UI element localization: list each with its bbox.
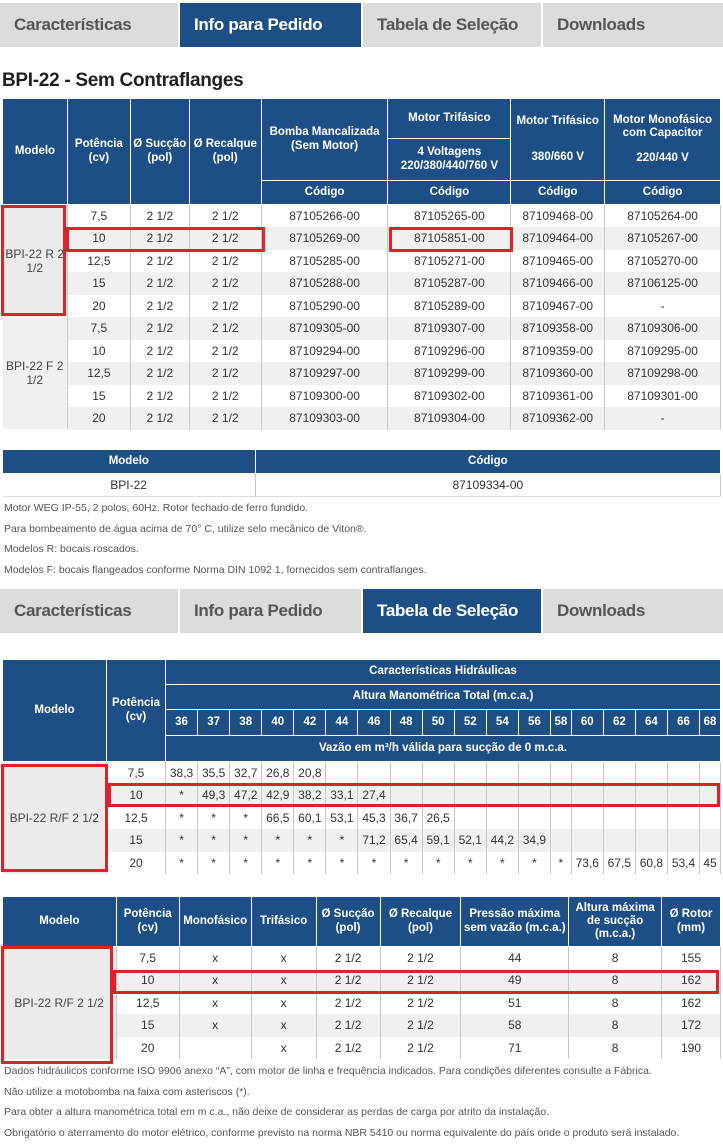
height-header: 42 (294, 710, 326, 736)
height-header: 58 (550, 710, 571, 736)
table-cell: - (605, 407, 721, 430)
height-header: 68 (700, 710, 721, 736)
table-cell: 20 (67, 407, 130, 430)
flow-cell (571, 829, 603, 852)
spec-header: Trifásico (251, 897, 316, 947)
flow-cell (635, 829, 667, 852)
table-cell: 2 1/2 (189, 362, 261, 385)
order-info-table (2, 98, 721, 430)
table-cell: 87105290-00 (261, 295, 388, 318)
table-cell: 2 1/2 (189, 295, 261, 318)
table-cell: 2 1/2 (380, 992, 461, 1015)
flow-cell: 34,9 (518, 829, 550, 852)
flow-cell: 47,2 (230, 784, 262, 807)
flow-cell: * (230, 829, 262, 852)
header-potencia: Potência (cv) (107, 660, 166, 762)
table-cell: 87109466-00 (511, 272, 605, 295)
flow-cell: 42,9 (262, 784, 294, 807)
header-caracteristicas: Características Hidráulicas (166, 660, 721, 685)
table-cell: 15 (67, 272, 130, 295)
flow-cell (390, 762, 422, 785)
flow-cell (550, 829, 571, 852)
potencia-cell: 15 (107, 829, 166, 852)
potencia-cell: 12,5 (107, 807, 166, 830)
height-header: 40 (262, 710, 294, 736)
table-cell: 87109361-00 (511, 385, 605, 408)
table-cell: 87109465-00 (511, 250, 605, 273)
table-cell: 15 (116, 1014, 179, 1037)
flow-cell (700, 762, 721, 785)
flow-cell (486, 807, 518, 830)
height-header: 50 (422, 710, 454, 736)
flow-cell (390, 784, 422, 807)
note-line: Não utilize a motobomba na faixa com asteriscos (*). (4, 1085, 250, 1098)
note-line: Motor WEG IP-55, 2 polos, 60Hz. Rotor fechado de ferro fundido. (4, 502, 309, 514)
tab-downloads[interactable]: Downloads (543, 3, 723, 47)
flow-cell (454, 762, 486, 785)
flow-cell (635, 762, 667, 785)
flow-cell: * (550, 852, 571, 875)
table-cell: 10 (67, 227, 130, 250)
height-header: 37 (198, 710, 230, 736)
height-header: 64 (635, 710, 667, 736)
header-succao: Ø Sucção (pol) (130, 99, 189, 205)
table-cell: 162 (662, 969, 721, 992)
flow-cell: * (166, 784, 198, 807)
flow-cell: 59,1 (422, 829, 454, 852)
table-cell: 87109296-00 (388, 340, 511, 363)
flow-cell (700, 784, 721, 807)
note-line: Modelos R: bocais roscados. (4, 543, 139, 556)
table-cell: - (605, 295, 721, 318)
table-cell: 87109467-00 (511, 295, 605, 318)
table-cell: 87105288-00 (261, 272, 388, 295)
table-cell: 2 1/2 (189, 385, 261, 408)
header-codigo: Código (605, 181, 721, 205)
spec-header: Ø Sucção (pol) (316, 897, 380, 947)
hydraulic-table (2, 659, 721, 875)
flow-cell: * (294, 829, 326, 852)
pump-code-table (2, 449, 721, 497)
height-header: 48 (390, 710, 422, 736)
table-cell (179, 1037, 251, 1060)
table-cell: 20 (67, 295, 130, 318)
flow-cell (518, 762, 550, 785)
flow-cell (358, 762, 390, 785)
table-cell: 87105269-00 (261, 227, 388, 250)
table-cell: 87105265-00 (388, 205, 511, 228)
flow-cell (603, 807, 635, 830)
potencia-cell: 20 (107, 852, 166, 875)
table-cell: 2 1/2 (130, 385, 189, 408)
table-cell: 2 1/2 (130, 340, 189, 363)
header-codigo: Código (388, 181, 511, 205)
table-cell: BPI-22 (3, 474, 256, 497)
table-cell: 87109468-00 (511, 205, 605, 228)
table-cell: 2 1/2 (316, 969, 380, 992)
height-header: 66 (667, 710, 699, 736)
spec-header: Potência (cv) (116, 897, 179, 947)
flow-cell: * (198, 829, 230, 852)
table-cell: 87109334-00 (255, 474, 720, 497)
spec-header: Monofásico (179, 897, 251, 947)
tab-info-pedido[interactable]: Info para Pedido (180, 3, 361, 47)
table-cell: 87109300-00 (261, 385, 388, 408)
note-line: Obrigatório o aterramento do motor elétrico, conforme previsto na norma NBR 5410 ou norma equivalente do país onde o produto será instalado. (4, 1126, 680, 1139)
flow-cell: 36,7 (390, 807, 422, 830)
height-header: 56 (518, 710, 550, 736)
table-cell: 87109302-00 (388, 385, 511, 408)
flow-cell: 38,2 (294, 784, 326, 807)
specs-table (2, 896, 721, 1060)
flow-cell: * (166, 829, 198, 852)
flow-cell: 60,1 (294, 807, 326, 830)
flow-cell: 44,2 (486, 829, 518, 852)
table-cell: x (251, 947, 316, 970)
tab-bar-top (0, 3, 723, 47)
note-line: Modelos F: bocais flangeados conforme Norma DIN 1092 1, fornecidos sem contraflanges. (4, 563, 427, 576)
table-cell: 190 (662, 1037, 721, 1060)
header-motor-trifasico-380: Motor Trifásico 380/660 V (511, 99, 605, 181)
table-cell: x (179, 1014, 251, 1037)
table-cell: x (179, 992, 251, 1015)
flow-cell: * (422, 852, 454, 875)
flow-cell: 65,4 (390, 829, 422, 852)
flow-cell: 27,4 (358, 784, 390, 807)
table-cell: 87109305-00 (261, 317, 388, 340)
table-cell: 2 1/2 (189, 227, 261, 250)
table-cell: 58 (461, 1014, 569, 1037)
table-cell: 2 1/2 (316, 947, 380, 970)
note-line: Para obter a altura manométrica total em m c.a., não deixe de considerar as perdas de carga por atrito da instalação. (4, 1106, 550, 1119)
header-codigo: Código (511, 181, 605, 205)
tab-tabela-selecao[interactable]: Tabela de Seleção (363, 3, 541, 47)
table-cell: 2 1/2 (130, 205, 189, 228)
note-line: Dados hidráulicos conforme ISO 9906 anexo “A”, com motor de linha e frequência indicados. Para condições diferentes consulte a Fábrica. (4, 1065, 652, 1077)
table-cell: 87109360-00 (511, 362, 605, 385)
table-cell: 8 (569, 992, 662, 1015)
table-cell: 87106125-00 (605, 272, 721, 295)
table-cell: 87109306-00 (605, 317, 721, 340)
table-cell: 2 1/2 (380, 1014, 461, 1037)
flow-cell (635, 784, 667, 807)
flow-cell: * (262, 852, 294, 875)
flow-cell: 52,1 (454, 829, 486, 852)
table-cell: x (179, 969, 251, 992)
flow-cell: 38,3 (166, 762, 198, 785)
header-altura: Altura Manométrica Total (m.c.a.) (166, 685, 721, 710)
table-cell: 2 1/2 (316, 1014, 380, 1037)
flow-cell: * (358, 852, 390, 875)
table-cell: 44 (461, 947, 569, 970)
flow-cell: 66,5 (262, 807, 294, 830)
table-cell: 155 (662, 947, 721, 970)
flow-cell: 35,5 (198, 762, 230, 785)
spec-header: Altura máxima de sucção (m.c.a.) (569, 897, 662, 947)
table-cell: 87105271-00 (388, 250, 511, 273)
table-cell: 71 (461, 1037, 569, 1060)
table-cell: x (251, 992, 316, 1015)
flow-cell: 67,5 (603, 852, 635, 875)
table-cell: 87105289-00 (388, 295, 511, 318)
flow-cell (635, 807, 667, 830)
table-cell: 162 (662, 992, 721, 1015)
flow-cell: 71,2 (358, 829, 390, 852)
table-cell: 2 1/2 (189, 317, 261, 340)
height-header: 46 (358, 710, 390, 736)
model-cell: BPI-22 F 2 1/2 (3, 317, 68, 430)
flow-cell: 49,3 (198, 784, 230, 807)
flow-cell (550, 784, 571, 807)
table-cell: 87109303-00 (261, 407, 388, 430)
table-cell: 12,5 (67, 250, 130, 273)
flow-cell: * (454, 852, 486, 875)
flow-cell: * (262, 829, 294, 852)
table-cell: 87105267-00 (605, 227, 721, 250)
table-cell: 8 (569, 947, 662, 970)
flow-cell (486, 762, 518, 785)
table-cell: 51 (461, 992, 569, 1015)
flow-cell: * (390, 852, 422, 875)
table-cell: 2 1/2 (130, 317, 189, 340)
table-cell: 2 1/2 (189, 205, 261, 228)
flow-cell: 53,4 (667, 852, 699, 875)
flow-cell: * (518, 852, 550, 875)
flow-cell (550, 807, 571, 830)
flow-cell (422, 784, 454, 807)
header-vazao: Vazão em m³/h válida para sucção de 0 m.c.a. (166, 736, 721, 762)
table-cell: 49 (461, 969, 569, 992)
table-cell: 8 (569, 969, 662, 992)
table-cell: 87105287-00 (388, 272, 511, 295)
table-cell: x (179, 947, 251, 970)
flow-cell (700, 807, 721, 830)
header-codigo: Código (261, 181, 388, 205)
tab-tabela-selecao[interactable]: Tabela de Seleção (363, 589, 541, 633)
flow-cell: 45,3 (358, 807, 390, 830)
header-recalque: Ø Recalque (pol) (189, 99, 261, 205)
table-cell: 87109294-00 (261, 340, 388, 363)
tab-caracteristicas[interactable]: Características (0, 3, 178, 47)
note-line: Para bombeamento de água acima de 70° C, utilize selo mecânico de Viton®. (4, 522, 367, 535)
table-cell: 87109298-00 (605, 362, 721, 385)
flow-cell (422, 762, 454, 785)
flow-cell: 33,1 (326, 784, 358, 807)
flow-cell (571, 784, 603, 807)
flow-cell: 45 (700, 852, 721, 875)
flow-cell (326, 762, 358, 785)
flow-cell: 26,8 (262, 762, 294, 785)
table-cell: 2 1/2 (189, 340, 261, 363)
flow-cell: * (230, 807, 262, 830)
header-motor-trifasico-4v: Motor Trifásico (388, 99, 511, 139)
flow-cell (667, 807, 699, 830)
table-cell: x (251, 969, 316, 992)
flow-cell: 20,8 (294, 762, 326, 785)
table-cell: 2 1/2 (130, 407, 189, 430)
table-cell: 2 1/2 (130, 362, 189, 385)
model-cell: BPI-22 R 2 1/2 (3, 205, 68, 318)
table-cell: 2 1/2 (130, 227, 189, 250)
table-cell: 2 1/2 (316, 1037, 380, 1060)
header-modelo: Modelo (3, 660, 107, 762)
table-cell: 87109299-00 (388, 362, 511, 385)
table-cell: 87109359-00 (511, 340, 605, 363)
flow-cell: * (198, 852, 230, 875)
header-potencia: Potência (cv) (67, 99, 130, 205)
model-cell: BPI-22 R/F 2 1/2 (3, 947, 117, 1060)
flow-cell: * (294, 852, 326, 875)
notes-bottom (4, 1061, 679, 1143)
flow-cell (603, 762, 635, 785)
header-motor-monofasico: Motor Monofásico com Capacitor 220/440 V (605, 99, 721, 181)
header-codigo: Código (255, 450, 720, 474)
table-cell: 2 1/2 (380, 947, 461, 970)
flow-cell: * (486, 852, 518, 875)
flow-cell: * (166, 807, 198, 830)
table-cell: x (251, 1014, 316, 1037)
flow-cell: * (230, 852, 262, 875)
table-cell: 87109295-00 (605, 340, 721, 363)
table-cell: 2 1/2 (380, 969, 461, 992)
table-cell: 2 1/2 (316, 992, 380, 1015)
flow-cell (667, 829, 699, 852)
table-cell: 87109304-00 (388, 407, 511, 430)
table-cell: 12,5 (67, 362, 130, 385)
header-modelo: Modelo (3, 99, 68, 205)
table-cell: 2 1/2 (130, 295, 189, 318)
potencia-cell: 10 (107, 784, 166, 807)
spec-header: Modelo (3, 897, 117, 947)
flow-cell: 26,5 (422, 807, 454, 830)
height-header: 52 (454, 710, 486, 736)
flow-cell (454, 784, 486, 807)
table-cell: 87105285-00 (261, 250, 388, 273)
table-cell: 2 1/2 (380, 1037, 461, 1060)
height-header: 60 (571, 710, 603, 736)
header-modelo: Modelo (3, 450, 256, 474)
table-cell: 87109307-00 (388, 317, 511, 340)
tab-bar-middle (0, 589, 723, 633)
height-header: 36 (166, 710, 198, 736)
flow-cell (486, 784, 518, 807)
header-bomba: Bomba Mancalizada (Sem Motor) (261, 99, 388, 181)
table-cell: 7,5 (67, 317, 130, 340)
header-4-voltagens: 4 Voltagens 220/380/440/760 V (388, 139, 511, 181)
tab-info-pedido[interactable]: Info para Pedido (180, 589, 361, 633)
table-cell: 2 1/2 (130, 272, 189, 295)
table-cell: 87105264-00 (605, 205, 721, 228)
table-cell: 87105270-00 (605, 250, 721, 273)
table-cell: 2 1/2 (189, 250, 261, 273)
table-cell: 2 1/2 (189, 407, 261, 430)
table-cell: 8 (569, 1014, 662, 1037)
table-cell: 87109464-00 (511, 227, 605, 250)
flow-cell: * (166, 852, 198, 875)
table-cell: 10 (116, 969, 179, 992)
table-cell: 87109358-00 (511, 317, 605, 340)
table-cell: 15 (67, 385, 130, 408)
spec-header: Ø Recalque (pol) (380, 897, 461, 947)
flow-cell (518, 784, 550, 807)
table-cell: 87109301-00 (605, 385, 721, 408)
flow-cell (667, 762, 699, 785)
tab-downloads[interactable]: Downloads (543, 589, 723, 633)
table-cell: 87105266-00 (261, 205, 388, 228)
table-cell: 87109362-00 (511, 407, 605, 430)
table-cell: 2 1/2 (130, 250, 189, 273)
table-cell: 2 1/2 (189, 272, 261, 295)
table-cell: 7,5 (116, 947, 179, 970)
section-title: BPI-22 - Sem Contraflanges (2, 70, 244, 91)
flow-cell: 32,7 (230, 762, 262, 785)
flow-cell: * (326, 829, 358, 852)
height-header: 38 (230, 710, 262, 736)
flow-cell (603, 829, 635, 852)
height-header: 62 (603, 710, 635, 736)
flow-cell (603, 784, 635, 807)
table-cell: 8 (569, 1037, 662, 1060)
flow-cell (667, 784, 699, 807)
flow-cell: 60,8 (635, 852, 667, 875)
flow-cell (518, 807, 550, 830)
table-cell: 7,5 (67, 205, 130, 228)
table-cell: 20 (116, 1037, 179, 1060)
table-cell: 12,5 (116, 992, 179, 1015)
spec-header: Ø Rotor (mm) (662, 897, 721, 947)
flow-cell (571, 762, 603, 785)
table-cell: x (251, 1037, 316, 1060)
notes-top (4, 498, 427, 580)
flow-cell (454, 807, 486, 830)
flow-cell (700, 829, 721, 852)
height-header: 54 (486, 710, 518, 736)
model-cell: BPI-22 R/F 2 1/2 (3, 762, 107, 875)
table-cell: 87105851-00 (388, 227, 511, 250)
flow-cell: 73,6 (571, 852, 603, 875)
flow-cell (571, 807, 603, 830)
tab-caracteristicas[interactable]: Características (0, 589, 178, 633)
spec-header: Pressão máxima sem vazão (m.c.a.) (461, 897, 569, 947)
flow-cell (550, 762, 571, 785)
table-cell: 10 (67, 340, 130, 363)
potencia-cell: 7,5 (107, 762, 166, 785)
flow-cell: * (326, 852, 358, 875)
table-cell: 87109297-00 (261, 362, 388, 385)
flow-cell: 53,1 (326, 807, 358, 830)
flow-cell: * (198, 807, 230, 830)
table-cell: 172 (662, 1014, 721, 1037)
height-header: 44 (326, 710, 358, 736)
